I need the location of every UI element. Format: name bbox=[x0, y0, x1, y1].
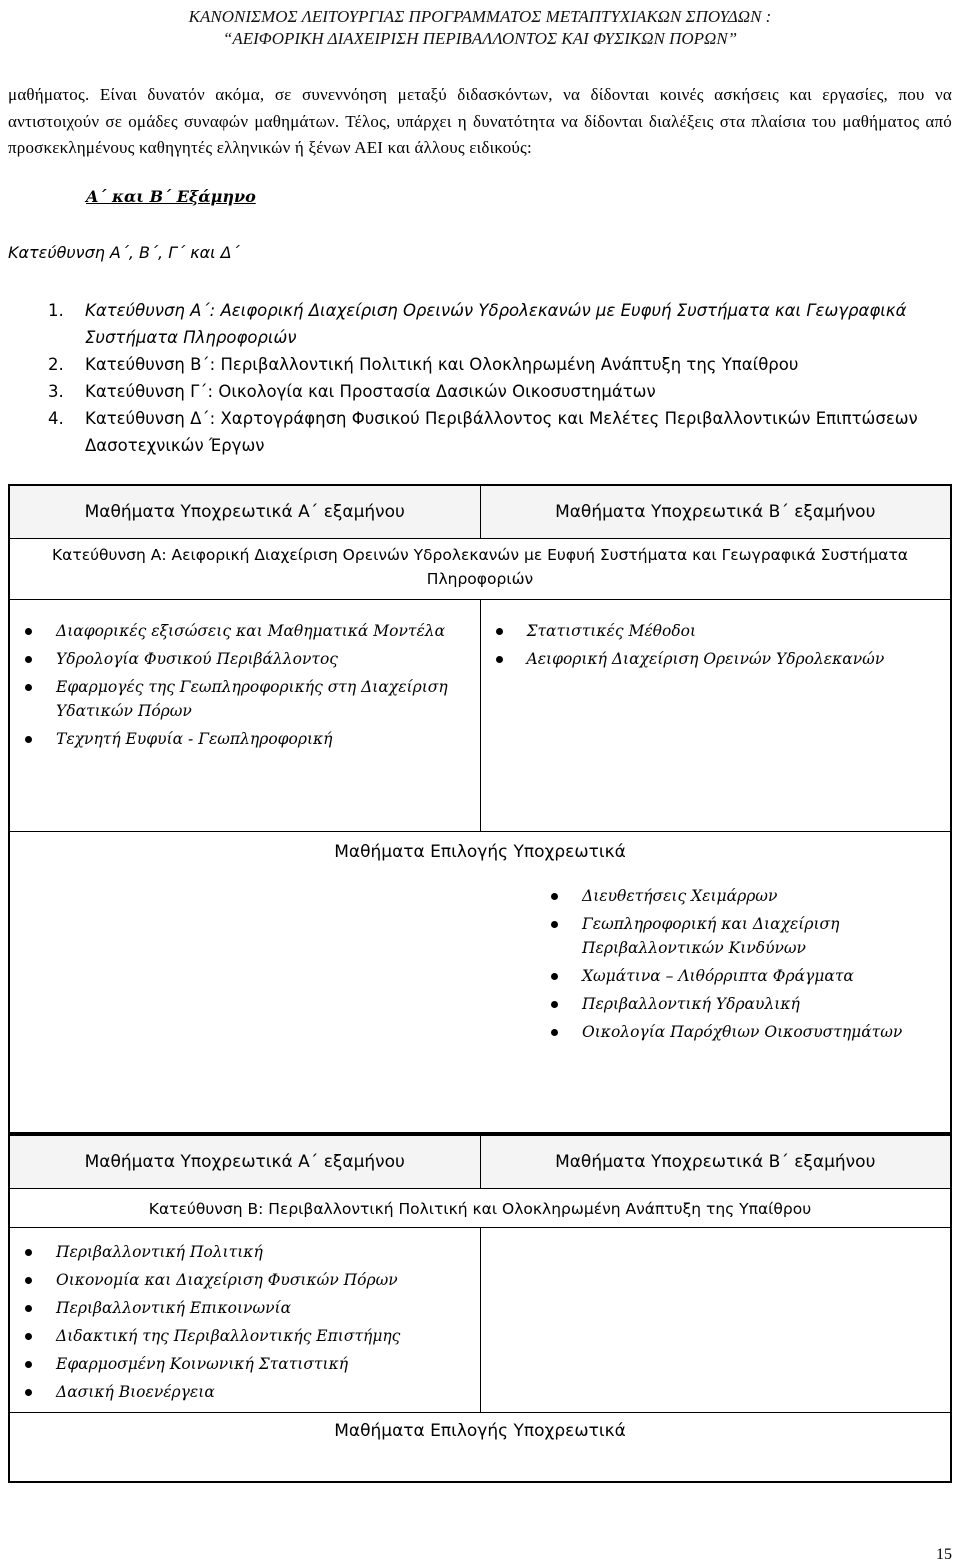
header-label: Μαθήματα Υποχρεωτικά Α΄ εξαμήνου bbox=[84, 1152, 405, 1172]
list-item bbox=[487, 647, 945, 671]
directions-heading: Κατεύθυνση Α΄, Β΄, Γ΄ και Δ΄ bbox=[8, 243, 240, 262]
course-name: Δασική Βιοενέργεια bbox=[56, 1383, 215, 1401]
bullet-icon bbox=[25, 1333, 32, 1340]
semester-b-courses bbox=[480, 600, 951, 832]
semester-b-courses bbox=[480, 1228, 951, 1413]
direction-title-cell: Κατεύθυνση Β: Περιβαλλοντική Πολιτική και Ολοκληρωμένη Ανάπτυξη της Υπαίθρου bbox=[9, 1189, 951, 1228]
course-name: Στατιστικές Μέθοδοι bbox=[526, 622, 697, 640]
list-item bbox=[16, 1268, 474, 1292]
header-cell-semester-b bbox=[480, 1135, 951, 1189]
list-item bbox=[542, 992, 950, 1016]
course-name: Αειφορική Διαχείριση Ορεινών Υδρολεκανών bbox=[526, 650, 885, 668]
bullet-icon bbox=[25, 1277, 32, 1284]
bullet-icon bbox=[551, 1029, 558, 1036]
bullet-icon bbox=[25, 656, 32, 663]
course-list bbox=[16, 619, 474, 751]
bullet-icon bbox=[25, 1249, 32, 1256]
course-name: Περιβαλλοντική Πολιτική bbox=[56, 1243, 263, 1261]
direction-text: Κατεύθυνση Β΄: Περιβαλλοντική Πολιτική και Ολοκληρωμένη Ανάπτυξη της Υπαίθρου bbox=[85, 355, 799, 374]
course-name: Οικονομία και Διαχείριση Φυσικών Πόρων bbox=[56, 1271, 398, 1289]
page-number: 15 bbox=[936, 1546, 952, 1563]
list-item bbox=[16, 1352, 474, 1376]
direction-item bbox=[48, 378, 953, 405]
course-name: Εφαρμοσμένη Κοινωνική Στατιστική bbox=[56, 1355, 349, 1373]
document-header bbox=[0, 6, 960, 50]
direction-number: 3. bbox=[48, 382, 64, 401]
direction-item bbox=[48, 405, 953, 459]
bullet-icon bbox=[496, 628, 503, 635]
direction-text: Κατεύθυνση Α΄: Αειφορική Διαχείριση Ορεινών Υδρολεκανών με Ευφυή Συστήματα και Γεωγραφικά Συστήματα Πληροφοριών bbox=[85, 301, 907, 347]
electives-title: Μαθήματα Επιλογής Υποχρεωτικά bbox=[334, 842, 626, 862]
bullet-icon bbox=[25, 1389, 32, 1396]
header-label: Μαθήματα Υποχρεωτικά Α΄ εξαμήνου bbox=[84, 502, 405, 522]
course-name: Διαφορικές εξισώσεις και Μαθηματικά Μοντέλα bbox=[56, 622, 446, 640]
bullet-icon bbox=[25, 684, 32, 691]
list-item bbox=[16, 727, 474, 751]
semester-a-courses bbox=[9, 600, 480, 832]
header-label: Μαθήματα Υποχρεωτικά Β΄ εξαμήνου bbox=[555, 1152, 876, 1172]
list-item bbox=[542, 964, 950, 988]
course-list bbox=[16, 1240, 474, 1404]
course-name: Οικολογία Παρόχθιων Οικοσυστημάτων bbox=[582, 1023, 903, 1041]
bullet-icon bbox=[551, 921, 558, 928]
direction-text: Κατεύθυνση Γ΄: Οικολογία και Προστασία Δασικών Οικοσυστημάτων bbox=[85, 382, 656, 401]
course-table-direction-a bbox=[8, 484, 952, 1134]
course-name: Περιβαλλοντική Επικοινωνία bbox=[56, 1299, 292, 1317]
bullet-icon bbox=[25, 1361, 32, 1368]
course-name: Τεχνητή Ευφυία - Γεωπληροφορική bbox=[56, 730, 333, 748]
intro-paragraph: μαθήματος. Είναι δυνατόν ακόμα, σε συνεννόηση μεταξύ διδασκόντων, να δίδονται κοινές ασκήσεις και εργασίες, που να αντιστοιχούν σε ομάδες συναφών μαθημάτων. Τέλος, υπάρχει η δυνατότητα να δίδονται διαλέξεις στα πλαίσια του μαθήματος από προσκεκλημένους καθηγητές ελληνικών ή ξένων ΑΕΙ και άλλους ειδικούς: bbox=[8, 85, 952, 157]
course-name: Εφαρμογές της Γεωπληροφορικής στη Διαχείριση Υδατικών Πόρων bbox=[56, 678, 448, 720]
semester-heading: Α΄ και Β΄ Εξάμηνο bbox=[86, 187, 256, 206]
header-line-1: ΚΑΝΟΝΙΣΜΟΣ ΛΕΙΤΟΥΡΓΙΑΣ ΠΡΟΓΡΑΜΜΑΤΟΣ ΜΕΤΑΠΤΥΧΙΑΚΩΝ ΣΠΟΥΔΩΝ : bbox=[188, 7, 772, 26]
semester-a-courses bbox=[9, 1228, 480, 1413]
direction-number: 1. bbox=[48, 301, 64, 320]
header-line-2: “ΑΕΙΦΟΡΙΚΗ ΔΙΑΧΕΙΡΙΣΗ ΠΕΡΙΒΑΛΛΟΝΤΟΣ ΚΑΙ ΦΥΣΙΚΩΝ ΠΟΡΩΝ” bbox=[222, 29, 738, 48]
bullet-icon bbox=[551, 973, 558, 980]
list-item bbox=[542, 884, 950, 908]
direction-number: 2. bbox=[48, 355, 64, 374]
header-cell-semester-a bbox=[9, 1135, 480, 1189]
list-item bbox=[542, 1020, 950, 1044]
list-item bbox=[16, 1380, 474, 1404]
bullet-icon bbox=[25, 1305, 32, 1312]
direction-text: Κατεύθυνση Δ΄: Χαρτογράφηση Φυσικού Περιβάλλοντος και Μελέτες Περιβαλλοντικών Επιπτώσεων Δασοτεχνικών Έργων bbox=[85, 409, 918, 455]
bullet-icon bbox=[551, 893, 558, 900]
course-name: Γεωπληροφορική και Διαχείριση Περιβαλλοντικών Κινδύνων bbox=[582, 915, 840, 957]
course-list bbox=[487, 619, 945, 671]
list-item bbox=[16, 1296, 474, 1320]
header-cell-semester-b bbox=[480, 485, 951, 539]
header-label: Μαθήματα Υποχρεωτικά Β΄ εξαμήνου bbox=[555, 502, 876, 522]
electives-title: Μαθήματα Επιλογής Υποχρεωτικά bbox=[334, 1421, 626, 1441]
course-name: Χωμάτινα – Λιθόρριπτα Φράγματα bbox=[582, 967, 854, 985]
electives-cell bbox=[9, 1413, 951, 1483]
direction-number: 4. bbox=[48, 409, 64, 428]
direction-item bbox=[48, 297, 953, 351]
list-item bbox=[487, 619, 945, 643]
direction-title-cell: Κατεύθυνση Α: Αειφορική Διαχείριση Ορεινών Υδρολεκανών με Ευφυή Συστήματα και Γεωγραφικά Συστήματα Πληροφοριών bbox=[9, 539, 951, 600]
course-name: Διδακτική της Περιβαλλοντικής Επιστήμης bbox=[56, 1327, 401, 1345]
list-item bbox=[16, 647, 474, 671]
list-item bbox=[16, 1324, 474, 1348]
electives-list bbox=[542, 884, 950, 1044]
bullet-icon bbox=[551, 1001, 558, 1008]
bullet-icon bbox=[25, 628, 32, 635]
list-item bbox=[16, 675, 474, 723]
directions-list bbox=[48, 297, 953, 459]
list-item bbox=[16, 619, 474, 643]
direction-item bbox=[48, 351, 953, 378]
course-name: Διευθετήσεις Χειμάρρων bbox=[582, 887, 778, 905]
course-table-direction-b bbox=[8, 1134, 952, 1483]
header-cell-semester-a bbox=[9, 485, 480, 539]
list-item bbox=[542, 912, 950, 960]
bullet-icon bbox=[496, 656, 503, 663]
electives-cell bbox=[9, 832, 951, 1134]
course-name: Περιβαλλοντική Υδραυλική bbox=[582, 995, 800, 1013]
list-item bbox=[16, 1240, 474, 1264]
bullet-icon bbox=[25, 736, 32, 743]
course-name: Υδρολογία Φυσικού Περιβάλλοντος bbox=[56, 650, 338, 668]
